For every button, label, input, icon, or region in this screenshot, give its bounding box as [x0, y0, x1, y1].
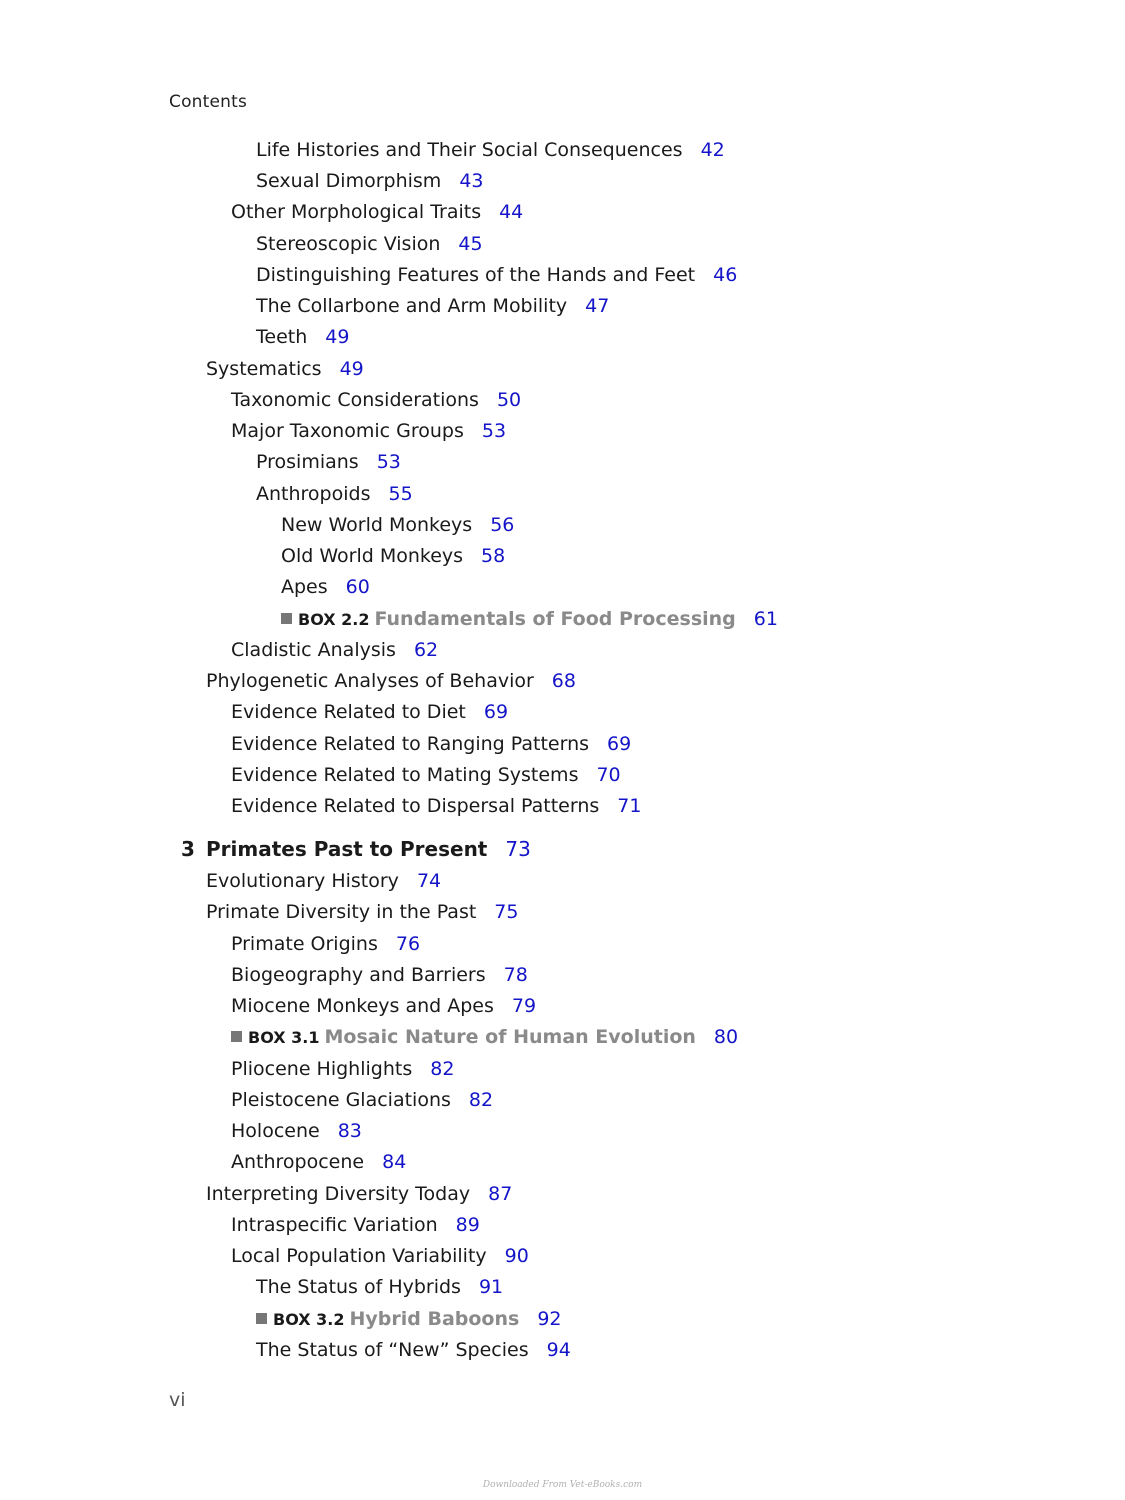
toc-entry [206, 669, 576, 693]
running-head: Contents [169, 92, 248, 112]
box-label: BOX 3.1 [248, 1028, 320, 1047]
toc-page-number: 73 [505, 837, 531, 861]
toc-entry-title: Major Taxonomic Groups [231, 420, 464, 442]
toc-entry [231, 1244, 529, 1268]
toc-entry-title: Hybrid Baboons [349, 1308, 520, 1330]
toc-entry [231, 1088, 493, 1112]
toc-page-number: 53 [376, 451, 401, 473]
toc-page-number: 68 [551, 670, 576, 692]
page-folio: vi [169, 1389, 186, 1411]
toc-page-number: 76 [395, 933, 421, 955]
toc-entry [231, 1119, 362, 1143]
toc-page-number: 94 [546, 1339, 571, 1361]
toc-page-number: 74 [416, 870, 442, 892]
toc-entry-title: New World Monkeys [281, 514, 473, 536]
toc-page-number: 56 [490, 514, 515, 536]
toc-box-entry [281, 607, 778, 632]
toc-page-number: 42 [700, 139, 725, 161]
toc-page-number: 91 [478, 1276, 504, 1298]
toc-page-number: 47 [585, 295, 610, 317]
toc-entry-title: Evolutionary History [206, 870, 399, 892]
toc-page-number: 44 [499, 201, 524, 223]
toc-entry [231, 1057, 454, 1081]
toc-page-number: 82 [468, 1089, 494, 1111]
toc-entry-title: Stereoscopic Vision [256, 233, 441, 255]
toc-page-number: 89 [455, 1214, 480, 1236]
toc-page-number: 70 [596, 764, 621, 786]
toc-page-number: 46 [713, 264, 738, 286]
toc-page-number: 61 [753, 608, 778, 630]
toc-entry [256, 138, 725, 162]
toc-entry-title: Teeth [256, 326, 308, 348]
toc-entry-title: Systematics [206, 358, 322, 380]
toc-entry-title: Miocene Monkeys and Apes [231, 995, 494, 1017]
toc-entry-title: Old World Monkeys [281, 545, 464, 567]
toc-entry-title: Other Morphological Traits [231, 201, 482, 223]
toc-entry [256, 482, 413, 506]
toc-entry-title: Interpreting Diversity Today [206, 1183, 471, 1205]
toc-page-number: 50 [496, 389, 522, 411]
toc-entry-title: The Collarbone and Arm Mobility [256, 295, 568, 317]
toc-entry [256, 1275, 503, 1299]
toc-page-number: 55 [388, 483, 413, 505]
toc-entry-title: Mosaic Nature of Human Evolution [324, 1026, 696, 1048]
toc-entry [231, 200, 523, 224]
toc-entry-title: Pliocene Highlights [231, 1058, 413, 1080]
toc-entry-title: Primate Origins [231, 933, 378, 955]
toc-page-number: 84 [382, 1151, 407, 1173]
toc-entry-title: Anthropoids [256, 483, 371, 505]
toc-entry [231, 1150, 406, 1174]
chapter-number: 3 [181, 837, 195, 861]
toc-page-number: 45 [458, 233, 483, 255]
toc-page-number: 43 [459, 170, 484, 192]
toc-page-number: 87 [488, 1183, 513, 1205]
toc-page-number: 80 [713, 1026, 739, 1048]
watermark: Downloaded From Vet-eBooks.com [482, 1480, 643, 1490]
toc-entry [231, 638, 438, 662]
box-square-icon [231, 1031, 242, 1042]
toc-page-number: 90 [504, 1245, 529, 1267]
toc-entry-title: Sexual Dimorphism [256, 170, 442, 192]
toc-entry [206, 900, 518, 924]
toc-entry [231, 700, 508, 724]
toc-entry-title: Cladistic Analysis [231, 639, 396, 661]
toc-entry-title: Primate Diversity in the Past [206, 901, 477, 923]
toc-page-number: 53 [481, 420, 507, 442]
toc-entry [206, 1182, 512, 1206]
box-label: BOX 3.2 [273, 1310, 345, 1329]
toc-entry-title: Fundamentals of Food Processing [374, 608, 736, 630]
toc-chapter-entry [181, 837, 531, 861]
toc-entry [281, 513, 514, 537]
toc-entry [256, 1338, 571, 1362]
toc-entry [281, 575, 370, 599]
toc-page-number: 60 [345, 576, 370, 598]
toc-entry [256, 169, 484, 193]
toc-entry-title: Evidence Related to Diet [231, 701, 466, 723]
toc-entry [231, 994, 536, 1018]
toc-entry-title: Holocene [231, 1120, 320, 1142]
toc-page-number: 71 [617, 795, 642, 817]
toc-page-number: 58 [481, 545, 506, 567]
toc-entry-title: Apes [281, 576, 328, 598]
toc-entry-title: Evidence Related to Dispersal Patterns [231, 795, 600, 817]
box-square-icon [256, 1313, 267, 1324]
toc-page-number: 49 [325, 326, 350, 348]
toc-entry-title: Primates Past to Present [206, 837, 488, 861]
toc-entry-title: Local Population Variability [231, 1245, 487, 1267]
toc-entry [231, 794, 641, 818]
toc-page-number: 69 [607, 733, 632, 755]
toc-page-number: 92 [537, 1308, 562, 1330]
toc-entry-title: Prosimians [256, 451, 359, 473]
toc-entry [206, 869, 441, 893]
toc-entry [231, 963, 528, 987]
toc-entry [231, 388, 521, 412]
toc-entry [231, 1213, 480, 1237]
toc-entry-title: Phylogenetic Analyses of Behavior [206, 670, 534, 692]
toc-entry [281, 544, 505, 568]
toc-box-entry [256, 1307, 562, 1332]
box-label: BOX 2.2 [298, 610, 370, 629]
toc-entry [206, 357, 364, 381]
toc-entry-title: Taxonomic Considerations [231, 389, 479, 411]
toc-page-number: 49 [339, 358, 364, 380]
toc-entry-title: Evidence Related to Ranging Patterns [231, 733, 590, 755]
toc-entry-title: Pleistocene Glaciations [231, 1089, 451, 1111]
box-square-icon [281, 613, 292, 624]
toc-box-entry [231, 1025, 738, 1050]
toc-entry [256, 263, 737, 287]
toc-page-number: 83 [337, 1120, 362, 1142]
toc-entry-title: Evidence Related to Mating Systems [231, 764, 579, 786]
toc-entry-title: Anthropocene [231, 1151, 365, 1173]
toc-entry [231, 932, 420, 956]
toc-entry [231, 419, 506, 443]
toc-page-number: 69 [483, 701, 509, 723]
toc-entry [256, 325, 349, 349]
toc-entry-title: The Status of “New” Species [256, 1339, 529, 1361]
toc-entry-title: Life Histories and Their Social Consequences [256, 139, 683, 161]
toc-entry [231, 763, 621, 787]
toc-entry-title: The Status of Hybrids [256, 1276, 461, 1298]
toc-page-number: 82 [430, 1058, 455, 1080]
toc-page-number: 62 [413, 639, 439, 661]
toc-page-number: 79 [511, 995, 537, 1017]
toc-page-number: 78 [503, 964, 528, 986]
toc-entry [231, 732, 631, 756]
toc-entry [256, 450, 401, 474]
toc-entry-title: Intraspecific Variation [231, 1214, 438, 1236]
toc-entry-title: Distinguishing Features of the Hands and Feet [256, 264, 696, 286]
toc-entry [256, 232, 483, 256]
toc-page-number: 75 [494, 901, 519, 923]
toc-entry [256, 294, 609, 318]
toc-entry-title: Biogeography and Barriers [231, 964, 486, 986]
